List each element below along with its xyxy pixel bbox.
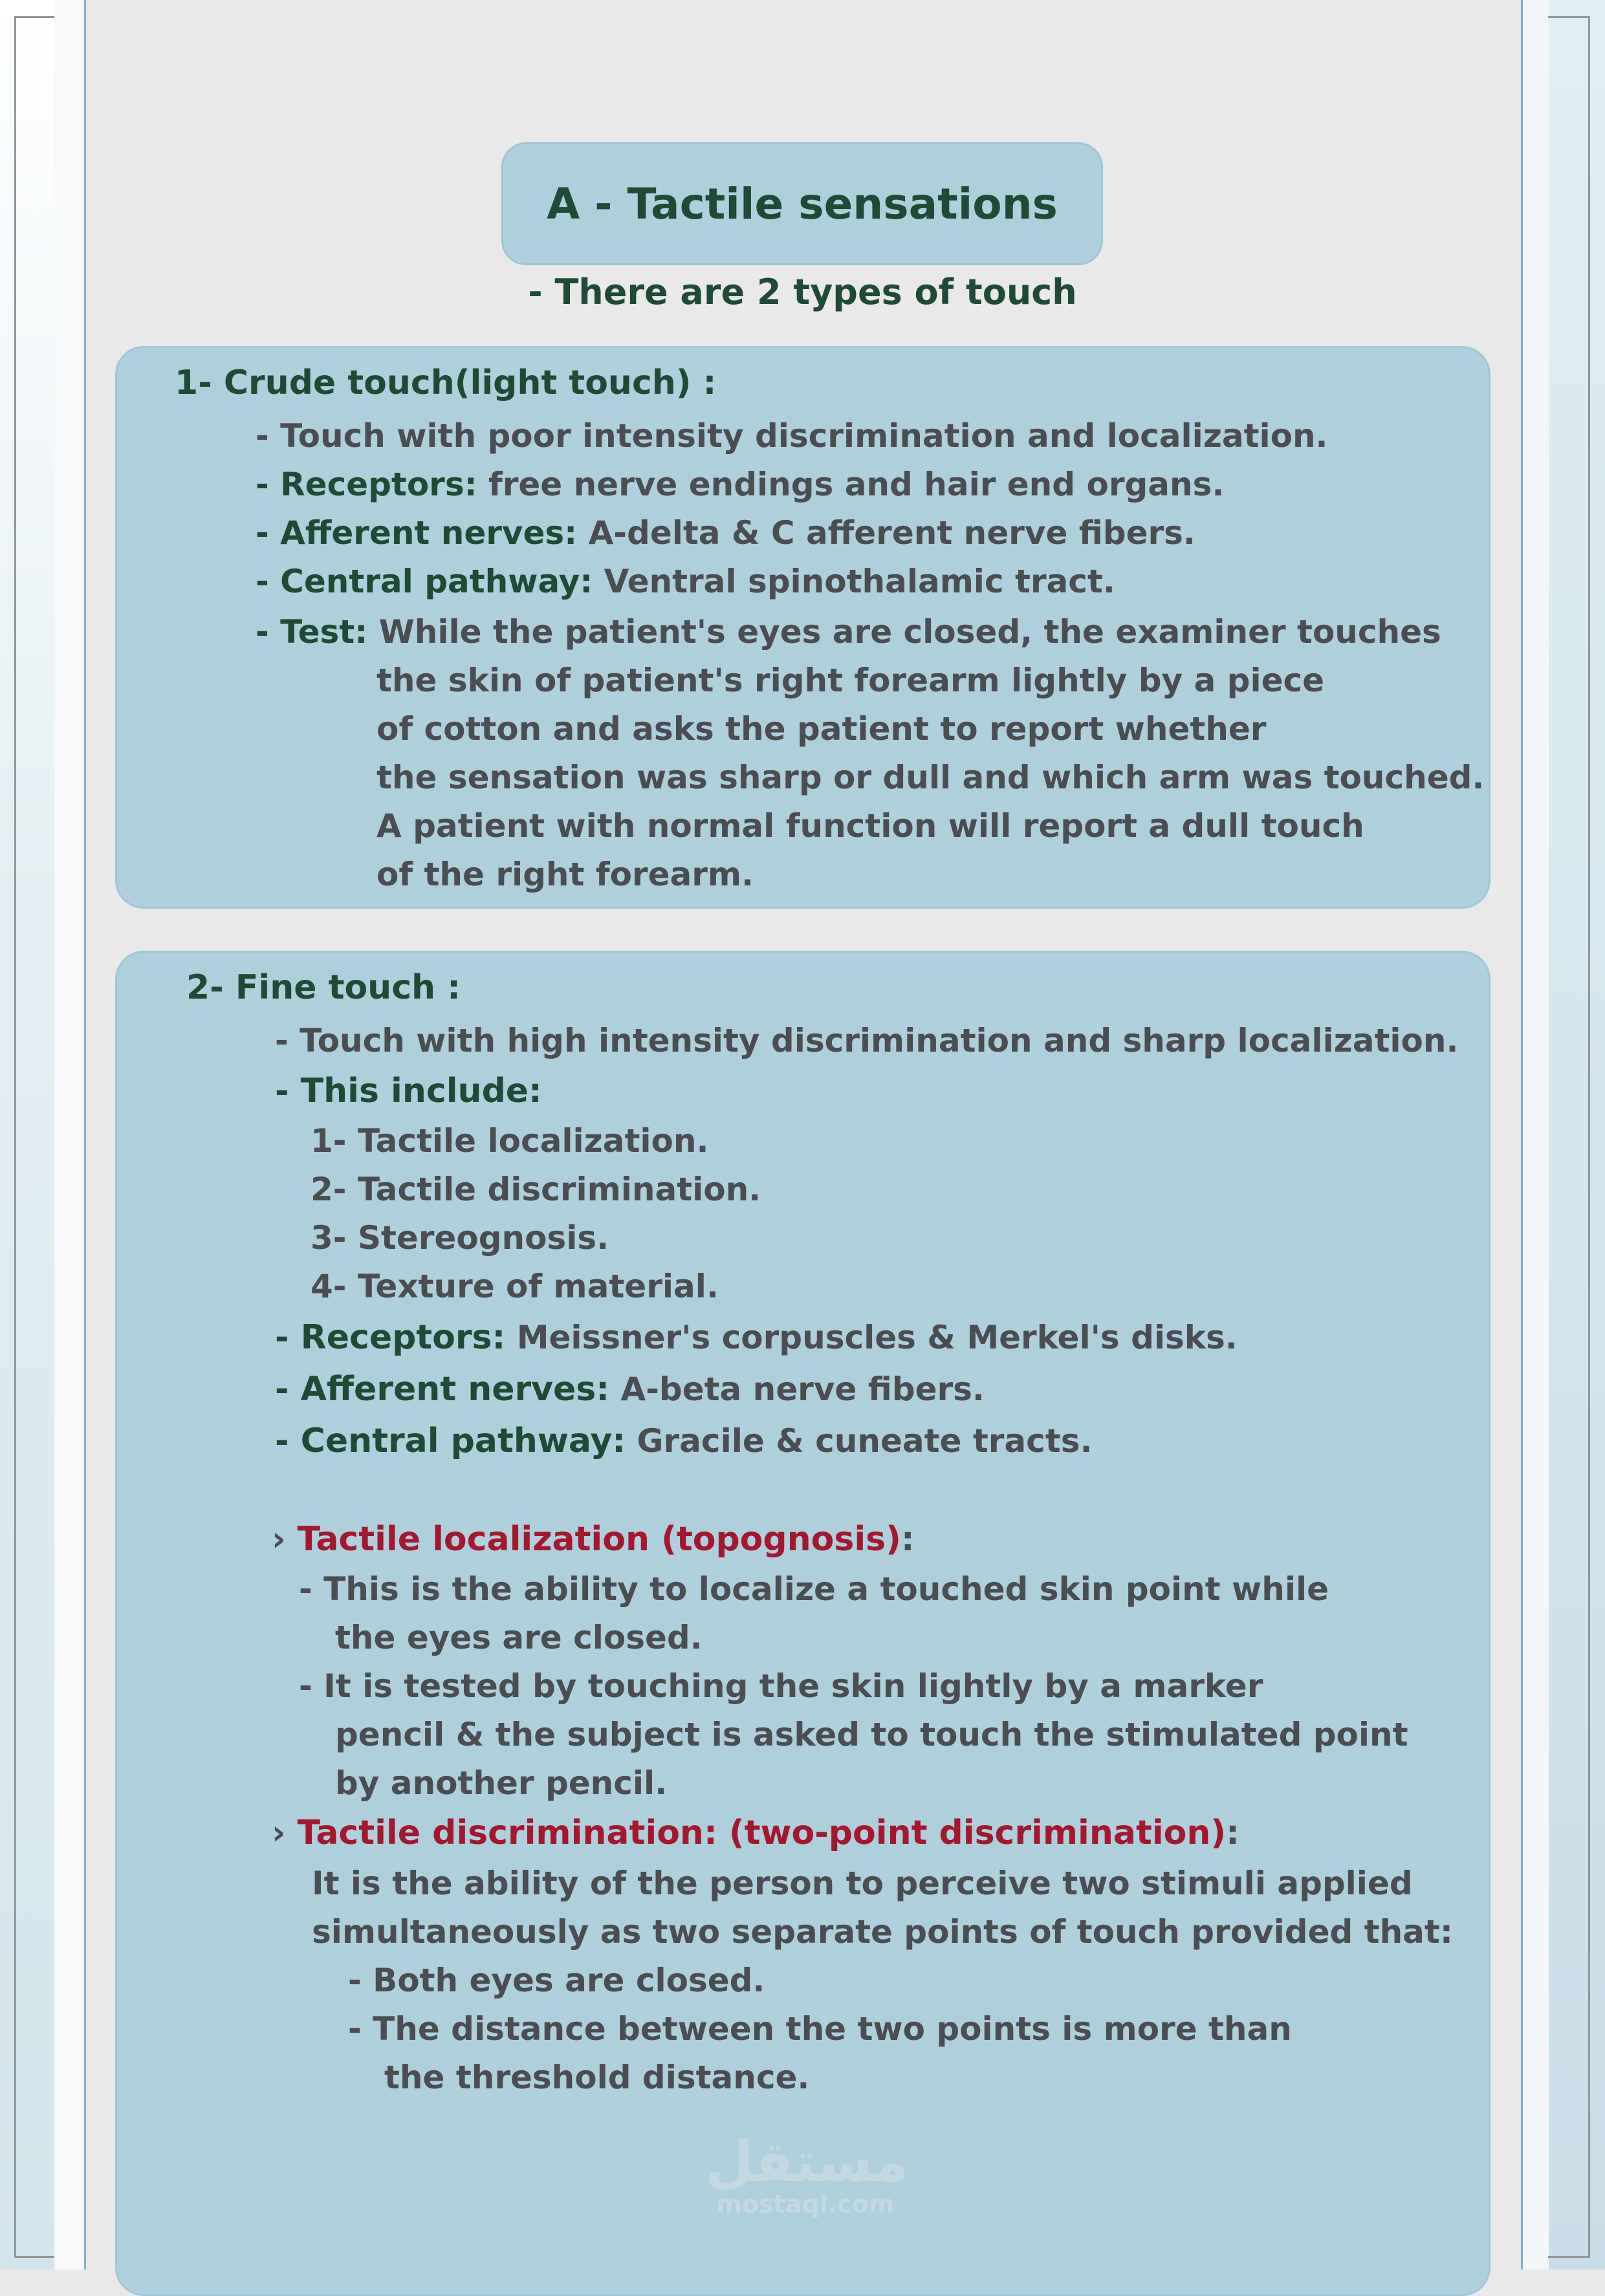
fine-include-item: 2- Tactile discrimination. [311,1171,761,1208]
crude-pathway-row [256,563,1115,600]
localization-heading [272,1520,915,1559]
crude-receptors-label: - Receptors: [256,466,477,503]
fine-touch-heading: 2- Fine touch : [186,968,461,1007]
fine-include-item: 3- Stereognosis. [311,1219,609,1257]
crude-afferent-value: A-delta & C afferent nerve fibers. [577,514,1196,552]
crude-test-line: While the patient's eyes are closed, the examiner touches [367,613,1441,651]
fine-include-label: - This include: [275,1072,542,1110]
fine-pathway-row [275,1422,1092,1460]
fine-afferent-label: - Afferent nerves: [275,1370,610,1409]
discrimination-title: Tactile discrimination: (two-point discrimination) [297,1814,1227,1852]
crude-receptors-row [256,466,1224,503]
watermark-latin: mostaql.com [716,2190,895,2218]
page-subtitle: - There are 2 types of touch [528,272,1077,312]
discrimination-line: It is the ability of the person to perceive two stimuli applied [312,1865,1413,1902]
watermark-arabic: مستقل [705,2130,909,2194]
localization-title: Tactile localization (topognosis) [297,1520,901,1559]
discrimination-bullet: › [272,1814,286,1852]
crude-test-line: of the right forearm. [377,856,754,893]
localization-bullet: › [272,1520,286,1559]
left-border-line [14,16,56,2258]
crude-test-line: of cotton and asks the patient to report whether [377,710,1267,748]
discrimination-line: - Both eyes are closed. [348,1962,765,1999]
right-margin-strip [1521,0,1549,2269]
fine-pathway-label: - Central pathway: [275,1422,626,1460]
crude-receptors-value: free nerve endings and hair end organs. [477,466,1225,503]
discrimination-heading [272,1814,1239,1852]
fine-include-item: 4- Texture of material. [311,1268,719,1305]
crude-test-row [256,613,1441,651]
fine-pathway-value: Gracile & cuneate tracts. [626,1422,1093,1460]
fine-afferent-value: A-beta nerve fibers. [609,1370,985,1408]
discrimination-line: simultaneously as two separate points of touch provided that: [312,1913,1453,1951]
page-title-text: A - Tactile sensations [547,179,1058,229]
crude-pathway-label: - Central pathway: [256,563,593,600]
crude-test-label: - Test: [256,613,368,651]
localization-line: the eyes are closed. [335,1619,703,1656]
crude-test-line: A patient with normal function will report a dull touch [377,807,1364,845]
crude-test-line: the skin of patient's right forearm lightly by a piece [377,662,1325,699]
fine-receptors-row [275,1318,1238,1357]
fine-receptors-label: - Receptors: [275,1318,506,1357]
crude-touch-description: - Touch with poor intensity discrimination and localization. [256,417,1328,455]
localization-line: pencil & the subject is asked to touch the stimulated point [335,1716,1408,1753]
crude-pathway-value: Ventral spinothalamic tract. [593,563,1115,600]
right-border-line [1548,16,1590,2258]
fine-include-item: 1- Tactile localization. [311,1122,709,1160]
crude-touch-heading: 1- Crude touch(light touch) : [175,363,717,402]
crude-afferent-row [256,514,1196,552]
watermark-logo [705,2130,909,2218]
localization-colon: : [901,1520,915,1559]
localization-line: - This is the ability to localize a touched skin point while [299,1570,1329,1608]
discrimination-colon: : [1226,1814,1239,1852]
discrimination-line: the threshold distance. [384,2059,810,2096]
fine-afferent-row [275,1370,985,1409]
discrimination-line: - The distance between the two points is more than [348,2010,1292,2048]
crude-afferent-label: - Afferent nerves: [256,514,578,552]
page-title [501,142,1103,265]
left-margin-strip [54,0,86,2269]
localization-line: - It is tested by touching the skin lightly by a marker [299,1667,1263,1705]
fine-receptors-value: Meissner's corpuscles & Merkel's disks. [505,1319,1238,1356]
localization-line: by another pencil. [335,1764,668,1802]
fine-touch-description: - Touch with high intensity discrimination and sharp localization. [275,1022,1459,1059]
crude-test-line: the sensation was sharp or dull and which arm was touched. [377,759,1485,796]
